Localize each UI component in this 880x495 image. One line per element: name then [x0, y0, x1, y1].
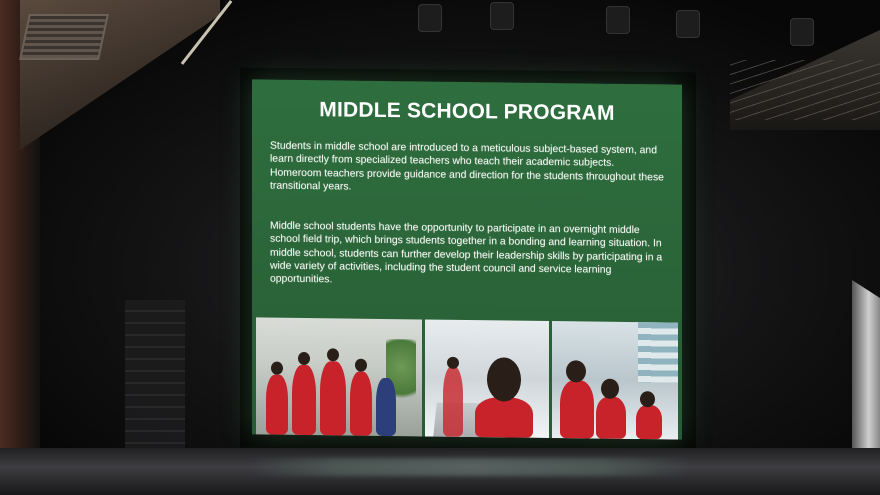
right-light-stripes	[730, 60, 880, 120]
stage-light	[676, 10, 700, 38]
student-head	[640, 391, 655, 407]
student-head	[487, 357, 521, 401]
student-figure	[292, 365, 316, 435]
student-figure	[376, 378, 396, 436]
student-head	[566, 360, 586, 382]
student-figure	[266, 375, 288, 435]
student-head	[271, 362, 283, 375]
student-figure	[636, 405, 662, 439]
student-figure	[443, 367, 463, 437]
student-head	[327, 348, 339, 361]
lab-shelf	[638, 322, 678, 382]
presentation-slide	[252, 79, 682, 439]
slide-paragraph-2: Middle school students have the opportunity to participate in an overnight middle school field trip, which brings students together in a bonding and learning situation. In middle school, students can further develop their leadership skills by participating in a wide variety of activities, including the student council and service learning opportunities.	[270, 220, 663, 286]
student-head	[601, 379, 619, 399]
student-figure	[596, 397, 626, 439]
photo-students-lab	[552, 321, 678, 440]
air-vent	[19, 14, 109, 60]
stage-curtain	[852, 280, 880, 460]
student-figure	[560, 380, 594, 438]
stage-light	[418, 4, 442, 32]
stage-light	[606, 6, 630, 34]
slide-photo-strip	[256, 317, 678, 439]
slide-title: MIDDLE SCHOOL PROGRAM	[319, 98, 615, 125]
student-head	[355, 359, 367, 372]
photo-student-laptop	[425, 319, 549, 438]
student-figure	[320, 361, 346, 435]
slide-paragraph-1: Students in middle school are introduced to a meticulous subject-based system, and learn directly from specialized teachers who teach their academic subjects. Homeroom teachers provide guidance and direction for the students throughout these transitional years.	[270, 140, 664, 193]
student-figure	[350, 372, 372, 436]
student-figure	[475, 397, 533, 438]
student-head	[447, 357, 459, 369]
audience-seats	[125, 300, 185, 450]
stage-light	[790, 18, 814, 46]
stage-reflection	[250, 458, 690, 476]
student-head	[298, 352, 310, 365]
stage-light	[490, 2, 514, 30]
photo-students-walking	[256, 317, 422, 436]
